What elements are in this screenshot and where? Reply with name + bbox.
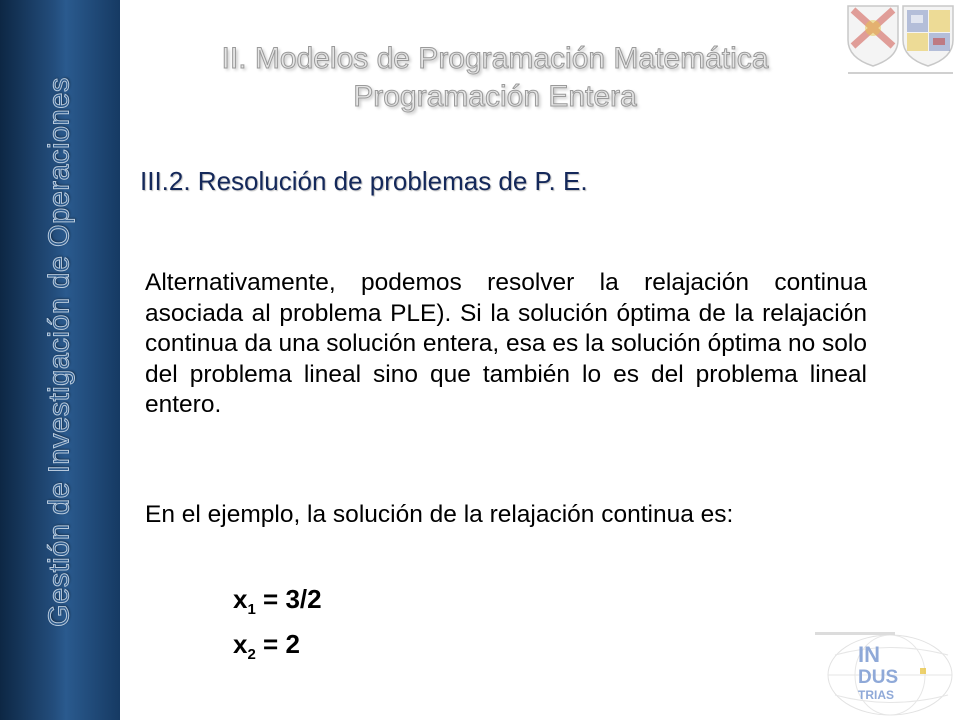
industrias-department-logo (800, 620, 960, 720)
header-line-2: Programación Entera (353, 80, 637, 113)
header-line-1: II. Modelos de Programación Matemática (221, 42, 769, 75)
equation-subscript: 2 (247, 646, 256, 664)
sidebar-panel (0, 0, 120, 720)
equation-subscript: 1 (247, 601, 256, 619)
sidebar-title: Gestión de Investigación de Operaciones (43, 77, 76, 627)
equation-x1 (233, 584, 322, 618)
indus-text-1: IN (858, 642, 880, 667)
body-paragraph-1: Alternativamente, podemos resolver la relajación continua asociada al problema PLE). Si la solución óptima de la relajación continua da una solución entera, esa es la solución óptima no solo del problema lineal sino que también lo es del problema lineal entero. (145, 269, 867, 418)
body-paragraph-2: En el ejemplo, la solución de la relajación continua es: (145, 501, 734, 528)
equation-variable: x (233, 629, 248, 659)
indus-text-3: TRIAS (858, 688, 894, 702)
equation-value: = 2 (255, 629, 300, 659)
equation-variable: x (233, 584, 248, 614)
university-crest-logo (845, 2, 960, 80)
equation-x2 (233, 629, 300, 663)
crest-caption-decoration (848, 70, 953, 76)
equation-value: = 3/2 (255, 584, 322, 614)
indus-text-2: DUS (858, 667, 899, 688)
section-heading: III.2. Resolución de problemas de P. E. (140, 166, 588, 196)
slide-header (140, 40, 850, 116)
